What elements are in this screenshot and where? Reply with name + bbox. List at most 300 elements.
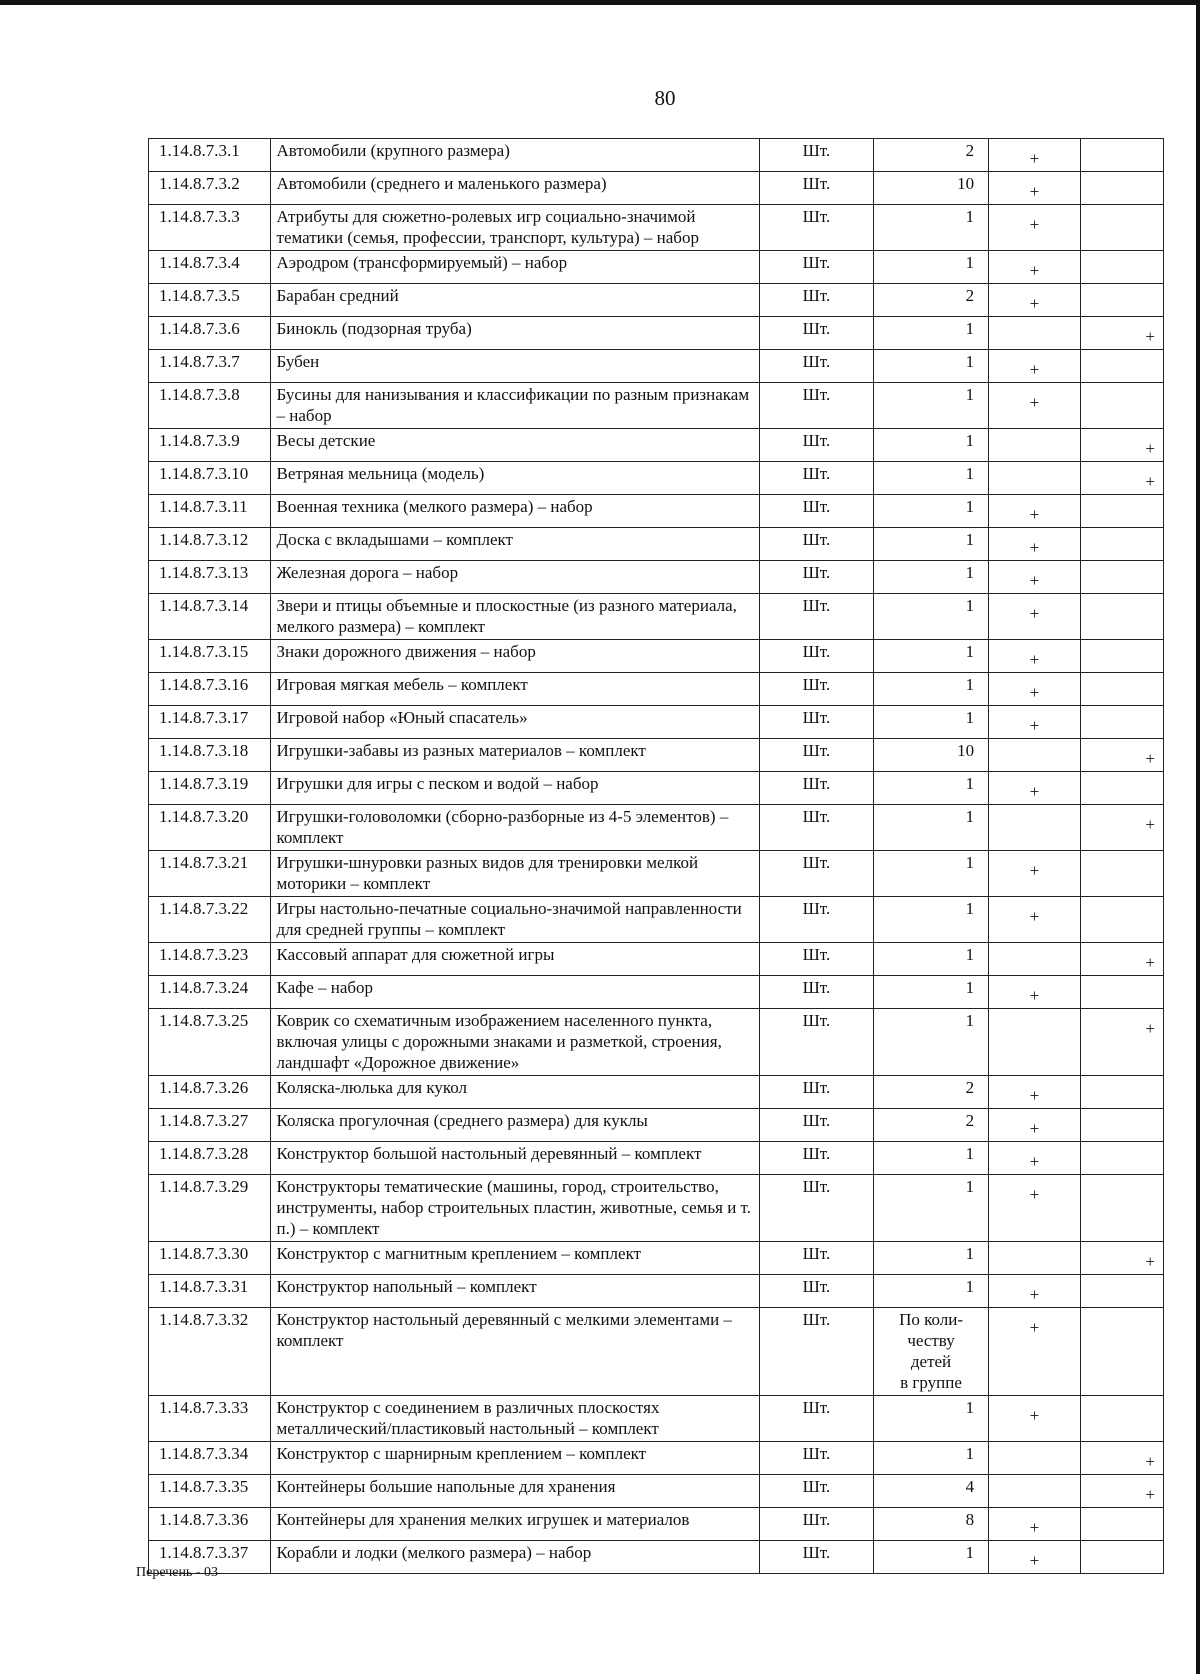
unit-cell: Шт. <box>759 640 873 673</box>
table-row <box>149 1541 1164 1574</box>
quantity-cell: 1 <box>873 1442 988 1475</box>
item-code-cell: 1.14.8.7.3.32 <box>149 1308 271 1396</box>
item-code-cell: 1.14.8.7.3.6 <box>149 317 271 350</box>
item-code-cell: 1.14.8.7.3.26 <box>149 1076 271 1109</box>
item-code-cell: 1.14.8.7.3.35 <box>149 1475 271 1508</box>
item-code-cell: 1.14.8.7.3.8 <box>149 383 271 429</box>
unit-cell: Шт. <box>759 495 873 528</box>
unit-cell: Шт. <box>759 350 873 383</box>
item-code-cell: 1.14.8.7.3.20 <box>149 805 271 851</box>
item-code-cell: 1.14.8.7.3.3 <box>149 205 271 251</box>
plus-mark: + <box>1029 683 1040 702</box>
plus-mark: + <box>1029 261 1040 280</box>
item-code-cell: 1.14.8.7.3.19 <box>149 772 271 805</box>
quantity-cell: 1 <box>873 673 988 706</box>
mark-column-a-cell <box>989 1396 1081 1442</box>
mark-column-a-cell <box>989 1275 1081 1308</box>
mark-column-a-cell <box>989 1242 1081 1275</box>
item-name-cell: Ветряная мельница (модель) <box>270 462 759 495</box>
plus-mark: + <box>1029 571 1040 590</box>
item-name-cell: Игровой набор «Юный спасатель» <box>270 706 759 739</box>
item-code-cell: 1.14.8.7.3.11 <box>149 495 271 528</box>
table-row <box>149 172 1164 205</box>
item-name-cell: Коляска-люлька для кукол <box>270 1076 759 1109</box>
item-name-cell: Контейнеры большие напольные для хранения <box>270 1475 759 1508</box>
item-name-cell: Коврик со схематичным изображением населенного пункта, включая улицы с дорожными знаками и разметкой, строения, ландшафт «Дорожное движение» <box>270 1009 759 1076</box>
item-code-cell: 1.14.8.7.3.34 <box>149 1442 271 1475</box>
mark-column-a-cell <box>989 739 1081 772</box>
mark-column-b-cell <box>1080 706 1163 739</box>
mark-column-b-cell <box>1080 1508 1163 1541</box>
unit-cell: Шт. <box>759 1508 873 1541</box>
quantity-line: детей <box>910 1352 952 1371</box>
mark-column-a-cell <box>989 772 1081 805</box>
item-name-cell: Конструктор настольный деревянный с мелкими элементами – комплект <box>270 1308 759 1396</box>
item-name-cell: Доска с вкладышами – комплект <box>270 528 759 561</box>
unit-cell: Шт. <box>759 772 873 805</box>
mark-column-b-cell <box>1080 1275 1163 1308</box>
item-code-cell: 1.14.8.7.3.29 <box>149 1175 271 1242</box>
item-code-cell: 1.14.8.7.3.23 <box>149 943 271 976</box>
quantity-cell: 2 <box>873 1076 988 1109</box>
unit-cell: Шт. <box>759 317 873 350</box>
item-name-cell: Игры настольно-печатные социально-значимой направленности для средней группы – комплект <box>270 897 759 943</box>
unit-cell: Шт. <box>759 528 873 561</box>
mark-column-b-cell <box>1080 594 1163 640</box>
item-name-cell: Военная техника (мелкого размера) – набор <box>270 495 759 528</box>
quantity-cell: 1 <box>873 495 988 528</box>
mark-column-a-cell <box>989 1175 1081 1242</box>
plus-mark: + <box>1029 294 1040 313</box>
unit-cell: Шт. <box>759 976 873 1009</box>
scan-right-edge <box>1196 0 1200 1674</box>
mark-column-a-cell <box>989 851 1081 897</box>
item-name-cell: Игрушки-забавы из разных материалов – комплект <box>270 739 759 772</box>
plus-mark: + <box>1145 472 1155 491</box>
mark-column-b-cell <box>1080 1109 1163 1142</box>
mark-column-b-cell <box>1080 561 1163 594</box>
mark-column-a-cell <box>989 805 1081 851</box>
mark-column-a-cell <box>989 594 1081 640</box>
table-body <box>149 139 1164 1574</box>
quantity-cell: 10 <box>873 739 988 772</box>
quantity-cell: 1 <box>873 1396 988 1442</box>
mark-column-b-cell <box>1080 897 1163 943</box>
item-name-cell: Барабан средний <box>270 284 759 317</box>
table-row <box>149 594 1164 640</box>
quantity-cell: 1 <box>873 383 988 429</box>
quantity-cell: 10 <box>873 172 988 205</box>
item-code-cell: 1.14.8.7.3.15 <box>149 640 271 673</box>
plus-mark: + <box>1029 538 1040 557</box>
item-code-cell: 1.14.8.7.3.21 <box>149 851 271 897</box>
mark-column-b-cell <box>1080 1076 1163 1109</box>
plus-mark: + <box>1029 861 1040 880</box>
mark-column-b-cell <box>1080 1475 1163 1508</box>
table-row <box>149 495 1164 528</box>
quantity-cell: 1 <box>873 897 988 943</box>
mark-column-a-cell <box>989 943 1081 976</box>
plus-mark: + <box>1029 716 1040 735</box>
table-row <box>149 772 1164 805</box>
quantity-cell: 8 <box>873 1508 988 1541</box>
table-row <box>149 1475 1164 1508</box>
unit-cell: Шт. <box>759 673 873 706</box>
item-code-cell: 1.14.8.7.3.25 <box>149 1009 271 1076</box>
mark-column-a-cell <box>989 640 1081 673</box>
mark-column-b-cell <box>1080 772 1163 805</box>
plus-mark: + <box>1145 439 1155 458</box>
unit-cell: Шт. <box>759 1396 873 1442</box>
plus-mark: + <box>1145 1452 1155 1471</box>
unit-cell: Шт. <box>759 383 873 429</box>
mark-column-b-cell <box>1080 1242 1163 1275</box>
mark-column-b-cell <box>1080 673 1163 706</box>
quantity-cell: 1 <box>873 805 988 851</box>
mark-column-b-cell <box>1080 1142 1163 1175</box>
unit-cell: Шт. <box>759 706 873 739</box>
mark-column-a-cell <box>989 172 1081 205</box>
plus-mark: + <box>1029 182 1040 201</box>
plus-mark: + <box>1145 1252 1155 1271</box>
quantity-cell: 1 <box>873 851 988 897</box>
table-row <box>149 1009 1164 1076</box>
quantity-line: в группе <box>900 1373 962 1392</box>
mark-column-b-cell <box>1080 205 1163 251</box>
table-row <box>149 317 1164 350</box>
quantity-line: честву <box>907 1331 955 1350</box>
plus-mark: + <box>1029 907 1040 926</box>
table-row <box>149 739 1164 772</box>
item-name-cell: Кафе – набор <box>270 976 759 1009</box>
item-code-cell: 1.14.8.7.3.31 <box>149 1275 271 1308</box>
quantity-cell: 1 <box>873 943 988 976</box>
table-row <box>149 429 1164 462</box>
quantity-cell: 2 <box>873 284 988 317</box>
table-row <box>149 284 1164 317</box>
table-row <box>149 640 1164 673</box>
table-row <box>149 1508 1164 1541</box>
quantity-cell: 2 <box>873 139 988 172</box>
item-code-cell: 1.14.8.7.3.12 <box>149 528 271 561</box>
unit-cell: Шт. <box>759 1475 873 1508</box>
item-name-cell: Игрушки-шнуровки разных видов для тренировки мелкой моторики – комплект <box>270 851 759 897</box>
item-code-cell: 1.14.8.7.3.18 <box>149 739 271 772</box>
plus-mark: + <box>1029 1086 1040 1105</box>
quantity-cell: 1 <box>873 561 988 594</box>
quantity-cell: 1 <box>873 1142 988 1175</box>
mark-column-a-cell <box>989 495 1081 528</box>
item-name-cell: Игрушки для игры с песком и водой – набор <box>270 772 759 805</box>
item-name-cell: Бубен <box>270 350 759 383</box>
item-name-cell: Кассовый аппарат для сюжетной игры <box>270 943 759 976</box>
table-row <box>149 943 1164 976</box>
quantity-cell: 1 <box>873 317 988 350</box>
mark-column-a-cell <box>989 897 1081 943</box>
plus-mark: + <box>1145 749 1155 768</box>
item-name-cell: Конструктор напольный – комплект <box>270 1275 759 1308</box>
item-code-cell: 1.14.8.7.3.2 <box>149 172 271 205</box>
equipment-table <box>148 138 1164 1574</box>
quantity-cell: 1 <box>873 205 988 251</box>
quantity-cell: 1 <box>873 1175 988 1242</box>
mark-column-a-cell <box>989 1076 1081 1109</box>
mark-column-a-cell <box>989 1475 1081 1508</box>
table-row <box>149 462 1164 495</box>
item-code-cell: 1.14.8.7.3.33 <box>149 1396 271 1442</box>
mark-column-b-cell <box>1080 1308 1163 1396</box>
table-row <box>149 673 1164 706</box>
quantity-cell: 1 <box>873 594 988 640</box>
item-code-cell: 1.14.8.7.3.5 <box>149 284 271 317</box>
page-number: 80 <box>654 86 676 110</box>
mark-column-a-cell <box>989 1541 1081 1574</box>
table-row <box>149 1142 1164 1175</box>
mark-column-b-cell <box>1080 739 1163 772</box>
plus-mark: + <box>1029 505 1040 524</box>
item-code-cell: 1.14.8.7.3.28 <box>149 1142 271 1175</box>
item-name-cell: Конструктор большой настольный деревянный – комплект <box>270 1142 759 1175</box>
item-code-cell: 1.14.8.7.3.17 <box>149 706 271 739</box>
item-name-cell: Конструктор с шарнирным креплением – комплект <box>270 1442 759 1475</box>
table-row <box>149 1109 1164 1142</box>
quantity-cell: 1 <box>873 976 988 1009</box>
item-code-cell: 1.14.8.7.3.10 <box>149 462 271 495</box>
table-row <box>149 1242 1164 1275</box>
unit-cell: Шт. <box>759 429 873 462</box>
unit-cell: Шт. <box>759 594 873 640</box>
unit-cell: Шт. <box>759 1308 873 1396</box>
unit-cell: Шт. <box>759 1076 873 1109</box>
mark-column-b-cell <box>1080 1175 1163 1242</box>
mark-column-b-cell <box>1080 284 1163 317</box>
mark-column-b-cell <box>1080 1442 1163 1475</box>
item-name-cell: Корабли и лодки (мелкого размера) – набор <box>270 1541 759 1574</box>
mark-column-a-cell <box>989 976 1081 1009</box>
plus-mark: + <box>1029 1185 1040 1204</box>
item-name-cell: Звери и птицы объемные и плоскостные (из разного материала, мелкого размера) – комплект <box>270 594 759 640</box>
table-row <box>149 1396 1164 1442</box>
table-row <box>149 1076 1164 1109</box>
item-name-cell: Автомобили (крупного размера) <box>270 139 759 172</box>
mark-column-b-cell <box>1080 976 1163 1009</box>
quantity-cell: 1 <box>873 772 988 805</box>
mark-column-a-cell <box>989 528 1081 561</box>
mark-column-b-cell <box>1080 350 1163 383</box>
table-row <box>149 897 1164 943</box>
plus-mark: + <box>1029 393 1040 412</box>
unit-cell: Шт. <box>759 1541 873 1574</box>
mark-column-b-cell <box>1080 139 1163 172</box>
plus-mark: + <box>1145 1485 1155 1504</box>
quantity-cell: 1 <box>873 1242 988 1275</box>
plus-mark: + <box>1029 650 1040 669</box>
item-name-cell: Конструктор с соединением в различных плоскостях металлический/пластиковый настольный – комплект <box>270 1396 759 1442</box>
quantity-line: По коли- <box>899 1310 964 1329</box>
quantity-cell: 1 <box>873 462 988 495</box>
mark-column-a-cell <box>989 317 1081 350</box>
unit-cell: Шт. <box>759 205 873 251</box>
mark-column-b-cell <box>1080 1396 1163 1442</box>
mark-column-a-cell <box>989 561 1081 594</box>
unit-cell: Шт. <box>759 805 873 851</box>
table-row <box>149 851 1164 897</box>
mark-column-a-cell <box>989 673 1081 706</box>
plus-mark: + <box>1029 1318 1040 1337</box>
mark-column-a-cell <box>989 1109 1081 1142</box>
item-code-cell: 1.14.8.7.3.14 <box>149 594 271 640</box>
mark-column-a-cell <box>989 1442 1081 1475</box>
mark-column-a-cell <box>989 205 1081 251</box>
mark-column-b-cell <box>1080 495 1163 528</box>
quantity-cell: 4 <box>873 1475 988 1508</box>
item-name-cell: Бинокль (подзорная труба) <box>270 317 759 350</box>
table-row <box>149 251 1164 284</box>
mark-column-b-cell <box>1080 251 1163 284</box>
plus-mark: + <box>1029 215 1040 234</box>
mark-column-b-cell <box>1080 383 1163 429</box>
quantity-cell: 1 <box>873 528 988 561</box>
mark-column-b-cell <box>1080 640 1163 673</box>
item-code-cell: 1.14.8.7.3.1 <box>149 139 271 172</box>
item-name-cell: Игрушки-головоломки (сборно-разборные из 4-5 элементов) – комплект <box>270 805 759 851</box>
unit-cell: Шт. <box>759 1009 873 1076</box>
quantity-cell: 1 <box>873 1541 988 1574</box>
plus-mark: + <box>1029 604 1040 623</box>
unit-cell: Шт. <box>759 561 873 594</box>
unit-cell: Шт. <box>759 172 873 205</box>
item-name-cell: Коляска прогулочная (среднего размера) для куклы <box>270 1109 759 1142</box>
table-row <box>149 805 1164 851</box>
table-row <box>149 1308 1164 1396</box>
item-code-cell: 1.14.8.7.3.37 <box>149 1541 271 1574</box>
item-code-cell: 1.14.8.7.3.36 <box>149 1508 271 1541</box>
unit-cell: Шт. <box>759 251 873 284</box>
table-row <box>149 383 1164 429</box>
mark-column-a-cell <box>989 1508 1081 1541</box>
item-name-cell: Конструкторы тематические (машины, город, строительство, инструменты, набор строительных пластин, животные, семья и т. п.) – комплект <box>270 1175 759 1242</box>
mark-column-b-cell <box>1080 805 1163 851</box>
mark-column-a-cell <box>989 1308 1081 1396</box>
item-code-cell: 1.14.8.7.3.27 <box>149 1109 271 1142</box>
item-code-cell: 1.14.8.7.3.16 <box>149 673 271 706</box>
mark-column-b-cell <box>1080 429 1163 462</box>
unit-cell: Шт. <box>759 943 873 976</box>
mark-column-b-cell <box>1080 172 1163 205</box>
scan-top-edge <box>0 0 1200 5</box>
mark-column-a-cell <box>989 1142 1081 1175</box>
item-name-cell: Железная дорога – набор <box>270 561 759 594</box>
plus-mark: + <box>1029 986 1040 1005</box>
unit-cell: Шт. <box>759 462 873 495</box>
item-name-cell: Игровая мягкая мебель – комплект <box>270 673 759 706</box>
item-code-cell: 1.14.8.7.3.13 <box>149 561 271 594</box>
item-code-cell: 1.14.8.7.3.4 <box>149 251 271 284</box>
mark-column-b-cell <box>1080 851 1163 897</box>
item-code-cell: 1.14.8.7.3.22 <box>149 897 271 943</box>
quantity-cell: 1 <box>873 251 988 284</box>
plus-mark: + <box>1029 1551 1040 1570</box>
unit-cell: Шт. <box>759 897 873 943</box>
quantity-cell: 1 <box>873 429 988 462</box>
item-name-cell: Весы детские <box>270 429 759 462</box>
mark-column-a-cell <box>989 1009 1081 1076</box>
unit-cell: Шт. <box>759 1275 873 1308</box>
mark-column-a-cell <box>989 350 1081 383</box>
plus-mark: + <box>1029 1152 1040 1171</box>
item-code-cell: 1.14.8.7.3.30 <box>149 1242 271 1275</box>
quantity-cell: 1 <box>873 1009 988 1076</box>
unit-cell: Шт. <box>759 1109 873 1142</box>
unit-cell: Шт. <box>759 139 873 172</box>
plus-mark: + <box>1145 815 1155 834</box>
unit-cell: Шт. <box>759 284 873 317</box>
mark-column-a-cell <box>989 462 1081 495</box>
table-row <box>149 350 1164 383</box>
item-code-cell: 1.14.8.7.3.9 <box>149 429 271 462</box>
mark-column-b-cell <box>1080 943 1163 976</box>
item-name-cell: Конструктор с магнитным креплением – комплект <box>270 1242 759 1275</box>
unit-cell: Шт. <box>759 851 873 897</box>
quantity-cell: 1 <box>873 706 988 739</box>
mark-column-a-cell <box>989 139 1081 172</box>
table-row <box>149 1275 1164 1308</box>
item-code-cell: 1.14.8.7.3.7 <box>149 350 271 383</box>
plus-mark: + <box>1029 1518 1040 1537</box>
mark-column-a-cell <box>989 383 1081 429</box>
mark-column-a-cell <box>989 284 1081 317</box>
unit-cell: Шт. <box>759 739 873 772</box>
plus-mark: + <box>1145 953 1155 972</box>
mark-column-b-cell <box>1080 317 1163 350</box>
plus-mark: + <box>1029 782 1040 801</box>
table-row <box>149 706 1164 739</box>
mark-column-b-cell <box>1080 1541 1163 1574</box>
mark-column-b-cell <box>1080 462 1163 495</box>
plus-mark: + <box>1145 327 1155 346</box>
plus-mark: + <box>1145 1019 1155 1038</box>
table-row <box>149 976 1164 1009</box>
unit-cell: Шт. <box>759 1242 873 1275</box>
mark-column-a-cell <box>989 706 1081 739</box>
footer-doc-label: Перечень - 03 <box>136 1565 218 1580</box>
unit-cell: Шт. <box>759 1175 873 1242</box>
quantity-cell: 2 <box>873 1109 988 1142</box>
item-name-cell: Атрибуты для сюжетно-ролевых игр социально-значимой тематики (семья, профессии, транспорт, культура) – набор <box>270 205 759 251</box>
plus-mark: + <box>1029 1285 1040 1304</box>
quantity-cell: 1 <box>873 350 988 383</box>
table-row <box>149 205 1164 251</box>
quantity-cell: 1 <box>873 640 988 673</box>
table-row <box>149 528 1164 561</box>
table-row <box>149 139 1164 172</box>
table-row <box>149 561 1164 594</box>
plus-mark: + <box>1029 360 1040 379</box>
table-row <box>149 1175 1164 1242</box>
unit-cell: Шт. <box>759 1142 873 1175</box>
mark-column-a-cell <box>989 251 1081 284</box>
unit-cell: Шт. <box>759 1442 873 1475</box>
item-name-cell: Аэродром (трансформируемый) – набор <box>270 251 759 284</box>
mark-column-b-cell <box>1080 1009 1163 1076</box>
item-code-cell: 1.14.8.7.3.24 <box>149 976 271 1009</box>
quantity-cell: 1 <box>873 1275 988 1308</box>
quantity-cell <box>873 1308 988 1396</box>
mark-column-b-cell <box>1080 528 1163 561</box>
plus-mark: + <box>1029 1406 1040 1425</box>
item-name-cell: Автомобили (среднего и маленького размера) <box>270 172 759 205</box>
item-name-cell: Контейнеры для хранения мелких игрушек и материалов <box>270 1508 759 1541</box>
